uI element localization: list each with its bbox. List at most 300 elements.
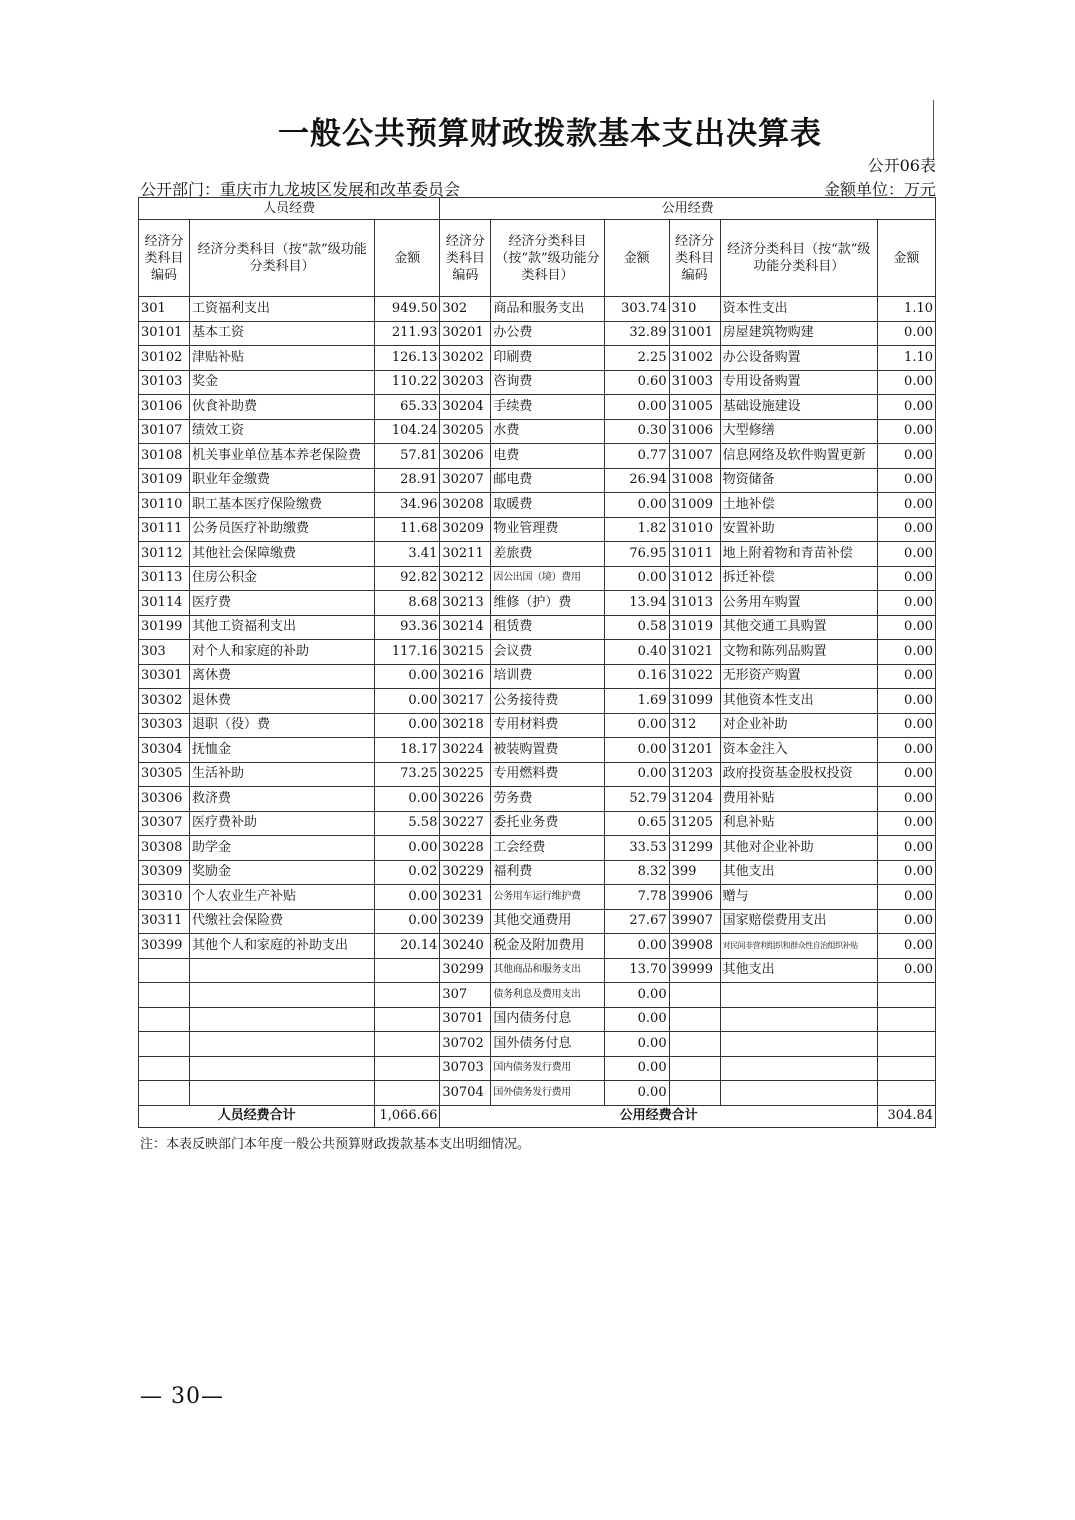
table-row <box>139 395 936 420</box>
amount-cell: 13.70 <box>604 958 669 983</box>
name-cell: 其他商品和服务支出 <box>491 958 604 983</box>
name-cell: 其他支出 <box>720 958 877 983</box>
name-cell: 信息网络及软件购置更新 <box>720 444 877 469</box>
header-name: 经济分类科目（按“款”级功能分类科目） <box>491 220 604 297</box>
amount-cell: 0.00 <box>877 542 935 567</box>
name-cell: 抚恤金 <box>190 738 375 763</box>
name-cell: 专用设备购置 <box>720 370 877 395</box>
amount-cell: 0.00 <box>877 958 935 983</box>
page-title: 一般公共预算财政拨款基本支出决算表 <box>278 116 822 152</box>
name-cell: 手续费 <box>491 395 604 420</box>
code-cell: 30206 <box>440 444 491 469</box>
code-cell: 30303 <box>139 713 190 738</box>
code-cell: 30209 <box>440 517 491 542</box>
code-cell: 302 <box>440 297 491 322</box>
amount-cell: 1.82 <box>604 517 669 542</box>
name-cell: 伙食补助费 <box>190 395 375 420</box>
code-cell: 31006 <box>669 419 720 444</box>
code-cell <box>139 983 190 1008</box>
code-cell: 30202 <box>440 346 491 371</box>
code-cell: 312 <box>669 713 720 738</box>
name-cell: 拆迁补偿 <box>720 566 877 591</box>
name-cell: 其他工资福利支出 <box>190 615 375 640</box>
code-cell: 30106 <box>139 395 190 420</box>
name-cell: 公务接待费 <box>491 689 604 714</box>
name-cell: 其他对企业补助 <box>720 836 877 861</box>
header-code: 经济分类科目编码 <box>440 220 491 297</box>
amount-cell: 27.67 <box>604 909 669 934</box>
name-cell: 利息补贴 <box>720 811 877 836</box>
amount-cell: 949.50 <box>375 297 440 322</box>
name-cell: 办公设备购置 <box>720 346 877 371</box>
name-cell: 商品和服务支出 <box>491 297 604 322</box>
code-cell: 30102 <box>139 346 190 371</box>
amount-cell: 65.33 <box>375 395 440 420</box>
amount-cell: 211.93 <box>375 321 440 346</box>
code-cell: 30226 <box>440 787 491 812</box>
code-cell: 307 <box>440 983 491 1008</box>
code-cell <box>669 983 720 1008</box>
name-cell: 津贴补贴 <box>190 346 375 371</box>
name-cell: 资本性支出 <box>720 297 877 322</box>
table-row <box>139 1007 936 1032</box>
name-cell: 机关事业单位基本养老保险费 <box>190 444 375 469</box>
name-cell: 印刷费 <box>491 346 604 371</box>
amount-cell: 93.36 <box>375 615 440 640</box>
name-cell: 其他社会保障缴费 <box>190 542 375 567</box>
code-cell <box>139 1007 190 1032</box>
amount-cell: 7.78 <box>604 885 669 910</box>
name-cell: 差旅费 <box>491 542 604 567</box>
code-cell: 30309 <box>139 860 190 885</box>
amount-cell: 0.00 <box>877 321 935 346</box>
amount-cell: 8.68 <box>375 591 440 616</box>
code-cell: 30208 <box>440 493 491 518</box>
amount-cell: 104.24 <box>375 419 440 444</box>
code-cell: 30108 <box>139 444 190 469</box>
name-cell: 租赁费 <box>491 615 604 640</box>
name-cell: 奖励金 <box>190 860 375 885</box>
code-cell: 30205 <box>440 419 491 444</box>
table-row <box>139 787 936 812</box>
code-cell: 30228 <box>440 836 491 861</box>
amount-cell: 0.00 <box>877 517 935 542</box>
name-cell <box>190 1056 375 1081</box>
name-cell: 会议费 <box>491 640 604 665</box>
amount-cell: 0.58 <box>604 615 669 640</box>
amount-cell: 0.00 <box>604 1056 669 1081</box>
code-cell <box>669 1032 720 1057</box>
page-number: — 30— <box>140 1384 224 1409</box>
name-cell: 土地补偿 <box>720 493 877 518</box>
code-cell: 30704 <box>440 1081 491 1106</box>
code-cell: 31203 <box>669 762 720 787</box>
amount-cell: 0.00 <box>604 566 669 591</box>
amount-cell: 33.53 <box>604 836 669 861</box>
form-number: 公开06表 <box>867 156 936 175</box>
amount-cell: 13.94 <box>604 591 669 616</box>
code-cell <box>139 1056 190 1081</box>
table-row <box>139 958 936 983</box>
amount-cell: 117.16 <box>375 640 440 665</box>
code-cell: 30214 <box>440 615 491 640</box>
group-header-public: 公用经费 <box>440 198 936 220</box>
amount-cell: 0.00 <box>604 762 669 787</box>
name-cell: 国内债务发行费用 <box>491 1056 604 1081</box>
table-row <box>139 762 936 787</box>
amount-cell: 0.16 <box>604 664 669 689</box>
code-cell: 31011 <box>669 542 720 567</box>
name-cell <box>190 1007 375 1032</box>
name-cell: 助学金 <box>190 836 375 861</box>
table-row <box>139 664 936 689</box>
amount-cell: 1.69 <box>604 689 669 714</box>
name-cell: 咨询费 <box>491 370 604 395</box>
code-cell: 30301 <box>139 664 190 689</box>
code-cell: 30212 <box>440 566 491 591</box>
amount-cell: 3.41 <box>375 542 440 567</box>
amount-cell: 0.00 <box>375 713 440 738</box>
amount-cell: 0.00 <box>604 713 669 738</box>
amount-cell: 0.00 <box>877 566 935 591</box>
name-cell: 安置补助 <box>720 517 877 542</box>
name-cell: 对企业补助 <box>720 713 877 738</box>
code-cell: 30203 <box>440 370 491 395</box>
code-cell: 30240 <box>440 934 491 959</box>
code-cell: 30302 <box>139 689 190 714</box>
amount-cell: 0.77 <box>604 444 669 469</box>
amount-cell <box>877 1032 935 1057</box>
amount-cell: 52.79 <box>604 787 669 812</box>
name-cell: 公务用车运行维护费 <box>491 885 604 910</box>
code-cell: 30225 <box>440 762 491 787</box>
amount-cell: 2.25 <box>604 346 669 371</box>
amount-cell <box>375 958 440 983</box>
code-cell: 30109 <box>139 468 190 493</box>
name-cell: 国外债务付息 <box>491 1032 604 1057</box>
table-row <box>139 542 936 567</box>
header-name: 经济分类科目（按“款”级功能分类科目） <box>720 220 877 297</box>
code-cell: 30217 <box>440 689 491 714</box>
code-cell <box>139 958 190 983</box>
amount-cell: 0.00 <box>877 419 935 444</box>
code-cell: 31201 <box>669 738 720 763</box>
name-cell <box>720 983 877 1008</box>
table-row <box>139 297 936 322</box>
name-cell: 医疗费补助 <box>190 811 375 836</box>
name-cell: 赠与 <box>720 885 877 910</box>
amount-cell: 8.32 <box>604 860 669 885</box>
amount-cell: 0.00 <box>375 885 440 910</box>
name-cell: 对民间非营利组织和群众性自治组织补贴 <box>720 934 877 959</box>
table-row <box>139 860 936 885</box>
amount-cell: 0.00 <box>877 664 935 689</box>
name-cell: 基本工资 <box>190 321 375 346</box>
amount-cell: 0.00 <box>877 615 935 640</box>
name-cell: 离休费 <box>190 664 375 689</box>
amount-cell: 0.00 <box>604 1081 669 1106</box>
code-cell: 30231 <box>440 885 491 910</box>
code-cell: 30229 <box>440 860 491 885</box>
table-row <box>139 713 936 738</box>
table-row <box>139 738 936 763</box>
code-cell: 39908 <box>669 934 720 959</box>
code-cell: 30239 <box>440 909 491 934</box>
name-cell: 其他个人和家庭的补助支出 <box>190 934 375 959</box>
personnel-total-value: 1,066.66 <box>375 1105 440 1127</box>
code-cell: 30305 <box>139 762 190 787</box>
code-cell: 30111 <box>139 517 190 542</box>
code-cell: 31012 <box>669 566 720 591</box>
name-cell: 工资福利支出 <box>190 297 375 322</box>
amount-cell: 76.95 <box>604 542 669 567</box>
name-cell: 因公出国（境）费用 <box>491 566 604 591</box>
code-cell: 30215 <box>440 640 491 665</box>
code-cell: 30311 <box>139 909 190 934</box>
name-cell: 物业管理费 <box>491 517 604 542</box>
amount-cell: 0.00 <box>375 664 440 689</box>
code-cell: 303 <box>139 640 190 665</box>
name-cell: 其他交通费用 <box>491 909 604 934</box>
name-cell: 劳务费 <box>491 787 604 812</box>
amount-cell: 0.60 <box>604 370 669 395</box>
code-cell: 30227 <box>440 811 491 836</box>
expenditure-table <box>138 197 936 1128</box>
code-cell: 31003 <box>669 370 720 395</box>
code-cell: 30310 <box>139 885 190 910</box>
code-cell: 30701 <box>440 1007 491 1032</box>
name-cell: 职业年金缴费 <box>190 468 375 493</box>
code-cell <box>139 1032 190 1057</box>
personnel-total-label: 人员经费合计 <box>139 1105 375 1127</box>
name-cell: 培训费 <box>491 664 604 689</box>
table-row <box>139 934 936 959</box>
name-cell <box>190 1081 375 1106</box>
table-row <box>139 370 936 395</box>
table-row <box>139 444 936 469</box>
name-cell <box>720 1007 877 1032</box>
code-cell <box>139 1081 190 1106</box>
name-cell <box>190 958 375 983</box>
code-cell: 39999 <box>669 958 720 983</box>
amount-cell <box>375 983 440 1008</box>
amount-cell: 0.00 <box>375 689 440 714</box>
amount-cell: 11.68 <box>375 517 440 542</box>
table-note: 注：本表反映部门本年度一般公共预算财政拨款基本支出明细情况。 <box>140 1137 531 1152</box>
name-cell: 奖金 <box>190 370 375 395</box>
amount-cell <box>877 1007 935 1032</box>
name-cell: 基础设施建设 <box>720 395 877 420</box>
name-cell <box>720 1081 877 1106</box>
name-cell: 委托业务费 <box>491 811 604 836</box>
amount-cell <box>877 1056 935 1081</box>
amount-cell <box>375 1007 440 1032</box>
code-cell: 30112 <box>139 542 190 567</box>
name-cell: 无形资产购置 <box>720 664 877 689</box>
name-cell: 邮电费 <box>491 468 604 493</box>
name-cell: 代缴社会保险费 <box>190 909 375 934</box>
name-cell: 取暖费 <box>491 493 604 518</box>
code-cell: 31001 <box>669 321 720 346</box>
name-cell: 地上附着物和青苗补偿 <box>720 542 877 567</box>
table-row <box>139 321 936 346</box>
code-cell: 30199 <box>139 615 190 640</box>
code-cell: 30211 <box>440 542 491 567</box>
name-cell <box>190 1032 375 1057</box>
amount-cell: 0.00 <box>877 762 935 787</box>
amount-cell: 0.00 <box>877 444 935 469</box>
code-cell: 31009 <box>669 493 720 518</box>
amount-cell: 0.30 <box>604 419 669 444</box>
name-cell: 福利费 <box>491 860 604 885</box>
code-cell: 30204 <box>440 395 491 420</box>
amount-cell: 0.00 <box>375 787 440 812</box>
name-cell: 国内债务付息 <box>491 1007 604 1032</box>
amount-cell: 34.96 <box>375 493 440 518</box>
department-label: 公开部门：重庆市九龙坡区发展和改革委员会 <box>140 180 461 199</box>
amount-cell: 0.65 <box>604 811 669 836</box>
amount-unit-label: 金额单位：万元 <box>823 180 936 199</box>
amount-cell: 0.00 <box>604 983 669 1008</box>
amount-cell: 0.00 <box>375 836 440 861</box>
name-cell: 被装购置费 <box>491 738 604 763</box>
code-cell: 30399 <box>139 934 190 959</box>
table-row <box>139 640 936 665</box>
header-code: 经济分类科目编码 <box>669 220 720 297</box>
name-cell <box>190 983 375 1008</box>
name-cell <box>720 1056 877 1081</box>
code-cell: 30308 <box>139 836 190 861</box>
name-cell: 其他支出 <box>720 860 877 885</box>
name-cell: 住房公积金 <box>190 566 375 591</box>
amount-cell: 0.00 <box>604 1007 669 1032</box>
code-cell: 310 <box>669 297 720 322</box>
name-cell: 维修（护）费 <box>491 591 604 616</box>
name-cell: 其他交通工具购置 <box>720 615 877 640</box>
amount-cell <box>877 1081 935 1106</box>
code-cell: 31205 <box>669 811 720 836</box>
table-row <box>139 591 936 616</box>
amount-cell: 0.00 <box>877 811 935 836</box>
amount-cell: 28.91 <box>375 468 440 493</box>
table-row <box>139 346 936 371</box>
code-cell: 30201 <box>440 321 491 346</box>
code-cell: 31013 <box>669 591 720 616</box>
code-cell: 301 <box>139 297 190 322</box>
table-row <box>139 517 936 542</box>
table-row <box>139 419 936 444</box>
header-amount: 金额 <box>375 220 440 297</box>
code-cell: 30304 <box>139 738 190 763</box>
amount-cell: 0.02 <box>375 860 440 885</box>
table-row <box>139 615 936 640</box>
table-row <box>139 689 936 714</box>
amount-cell: 0.00 <box>877 909 935 934</box>
name-cell: 工会经费 <box>491 836 604 861</box>
table-row <box>139 1056 936 1081</box>
code-cell: 31008 <box>669 468 720 493</box>
group-header-personnel: 人员经费 <box>139 198 440 220</box>
code-cell: 39907 <box>669 909 720 934</box>
amount-cell: 0.00 <box>877 493 935 518</box>
code-cell: 31299 <box>669 836 720 861</box>
code-cell: 30299 <box>440 958 491 983</box>
code-cell: 30306 <box>139 787 190 812</box>
code-cell <box>669 1081 720 1106</box>
amount-cell: 0.00 <box>877 468 935 493</box>
table-row <box>139 468 936 493</box>
table-row <box>139 1032 936 1057</box>
amount-cell: 0.00 <box>877 395 935 420</box>
code-cell: 30307 <box>139 811 190 836</box>
name-cell: 生活补助 <box>190 762 375 787</box>
amount-cell: 0.00 <box>604 934 669 959</box>
amount-cell: 0.00 <box>877 836 935 861</box>
code-cell: 399 <box>669 860 720 885</box>
amount-cell: 1.10 <box>877 297 935 322</box>
name-cell: 公务员医疗补助缴费 <box>190 517 375 542</box>
table-row <box>139 983 936 1008</box>
header-amount: 金额 <box>604 220 669 297</box>
amount-cell: 0.00 <box>877 713 935 738</box>
header-code: 经济分类科目编码 <box>139 220 190 297</box>
amount-cell: 0.00 <box>877 738 935 763</box>
name-cell: 医疗费 <box>190 591 375 616</box>
amount-cell: 92.82 <box>375 566 440 591</box>
code-cell: 31007 <box>669 444 720 469</box>
code-cell: 39906 <box>669 885 720 910</box>
name-cell: 专用燃料费 <box>491 762 604 787</box>
amount-cell <box>877 983 935 1008</box>
code-cell: 30207 <box>440 468 491 493</box>
amount-cell: 0.00 <box>604 395 669 420</box>
code-cell: 30224 <box>440 738 491 763</box>
code-cell: 30213 <box>440 591 491 616</box>
name-cell: 政府投资基金股权投资 <box>720 762 877 787</box>
code-cell: 30218 <box>440 713 491 738</box>
code-cell: 31021 <box>669 640 720 665</box>
name-cell: 资本金注入 <box>720 738 877 763</box>
name-cell: 救济费 <box>190 787 375 812</box>
name-cell: 公务用车购置 <box>720 591 877 616</box>
table-row <box>139 1081 936 1106</box>
amount-cell: 0.00 <box>604 738 669 763</box>
code-cell: 31002 <box>669 346 720 371</box>
amount-cell: 5.58 <box>375 811 440 836</box>
table-row <box>139 909 936 934</box>
amount-cell: 32.89 <box>604 321 669 346</box>
header-name: 经济分类科目（按“款”级功能分类科目） <box>190 220 375 297</box>
amount-cell: 0.00 <box>877 787 935 812</box>
amount-cell: 20.14 <box>375 934 440 959</box>
name-cell: 债务利息及费用支出 <box>491 983 604 1008</box>
name-cell: 国家赔偿费用支出 <box>720 909 877 934</box>
amount-cell: 0.00 <box>375 909 440 934</box>
name-cell: 大型修缮 <box>720 419 877 444</box>
name-cell: 个人农业生产补贴 <box>190 885 375 910</box>
name-cell: 职工基本医疗保险缴费 <box>190 493 375 518</box>
amount-cell: 0.00 <box>877 689 935 714</box>
name-cell: 专用材料费 <box>491 713 604 738</box>
amount-cell: 26.94 <box>604 468 669 493</box>
table-row <box>139 566 936 591</box>
table-row <box>139 493 936 518</box>
amount-cell: 110.22 <box>375 370 440 395</box>
name-cell: 对个人和家庭的补助 <box>190 640 375 665</box>
code-cell: 31019 <box>669 615 720 640</box>
amount-cell: 0.00 <box>877 934 935 959</box>
amount-cell: 1.10 <box>877 346 935 371</box>
